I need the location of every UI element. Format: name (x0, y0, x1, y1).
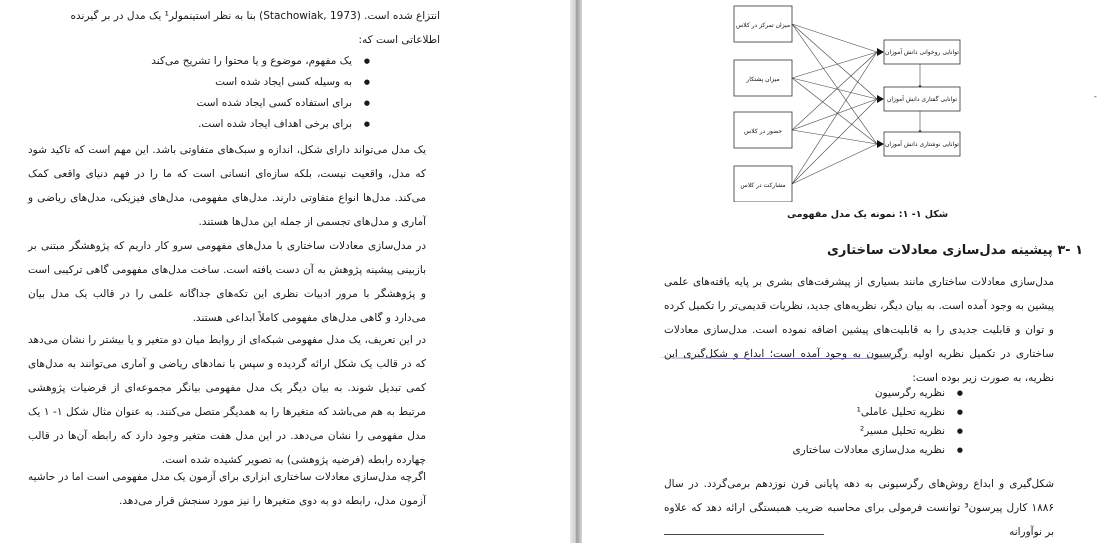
box-label: مشارکت در کلاس (740, 182, 786, 189)
right-bullet-item: ● نظریه تحلیل مسیر² (703, 422, 963, 441)
pen-underline-mark (660, 356, 912, 359)
right-bullet-item: ● نظریه رگرسیون (703, 384, 963, 403)
paragraph-text: در این تعریف، یک مدل مفهومی شبکه‌ای از روابط میان دو متغیر و یا بیشتر را نشان می‌دهد که در قالب یک شکل ارائه گردیده و سپس با نمادهای ریاضی و آماری می‌توانند به مدل‌های کمی تبدیل شوند. به بیان دیگر یک مدل مفهومی بیانگر مجموعه‌ای از فرضیات پژوهشی مرتبط به هم می‌باشد که متغیرها را به همدیگر متصل می‌کنند. به عنوان مثال شکل ۱- ۱ یک مدل مفهومی را نشان می‌دهد. در این مدل هفت متغیر وجود دارد که رابطه آن‌ها در قالب چهارده رابطه (فرضیه پژوهشی) به تصویر کشیده شده است. (28, 334, 426, 466)
right-paragraph-1 (664, 270, 1054, 390)
paragraph-text: شکل‌گیری و ابداع روش‌های رگرسیونی به دهه پایانی قرن نوزدهم برمی‌گردد. در سال ۱۸۸۶ کارل پیرسون³ توانست فرمولی برای محاسبه ضریب همبستگی ارائه دهد که علاوه بر نوآورانه (664, 478, 1054, 538)
conceptual-model-figure (732, 2, 962, 202)
right-bullet-item: ● نظریه مدل‌سازی معادلات ساختاری (703, 441, 963, 460)
paragraph-text: اگرچه مدل‌سازی معادلات ساختاری ابزاری برای آزمون یک مدل مفهومی است اما در حاشیه آزمون مدل، رابطه دو به دوی متغیرها را نیز مورد سنجش قرار می‌دهد. (28, 471, 426, 507)
left-bullet-item: ● برای استفاده کسی ایجاد شده است (70, 93, 370, 114)
figure-caption: شکل ۱- ۱: نمونه یک مدل مفهومی (787, 209, 949, 220)
right-bullet-list (703, 384, 963, 460)
paragraph-text: در مدل‌سازی معادلات ساختاری با مدل‌های مفهومی سرو کار داریم که پژوهشگر مبتنی بر بازبینی پیشینه پژوهش به آن دست یافته است. ساخت مدل‌های مفهومی گاهی ترکیبی است و پژوهشگر با مرور ادبیات نظری این تکه‌های جداگانه علمی را در قالب یک مدل بیان می‌دارد و گاهی مدل‌های مفهومی کاملاً ابداعی هستند. (28, 240, 426, 324)
left-bullet-item: ● برای برخی اهداف ایجاد شده است. (70, 114, 370, 135)
paragraph-text: مدل‌سازی معادلات ساختاری مانند بسیاری از پیشرفت‌های بشری بر پایه یافته‌های علمی پیشین به وجود آمده است. به بیان دیگر، نظریه‌های جدید، نظریات قدیمی‌تر را تکمیل کرده و توان و قابلیت جدیدی را به قابلیت‌های پیشین اضافه نموده است. مدل‌سازی معادلات ساختاری در تکمیل نظریه اولیه رگرسیون به وجود آمده است؛ ابداع و شکل‌گیری این نظریه، به صورت زیر بوده است: (664, 276, 1054, 384)
left-paragraph-3 (28, 328, 426, 472)
paragraph-text: یک مدل می‌تواند دارای شکل، اندازه و سبک‌های متفاوتی باشد. این مهم است که تاکید شود که مدل، واقعیت نیست، بلکه سازه‌ای انسانی است که ما را در فهم دنیای واقعی کمک می‌کند. مدل‌ها انواع متفاوتی دارند. مدل‌های مفهومی، مدل‌های فیزیکی، مدل‌های ریاضی و آماری و مدل‌های تجسمی از جمله این مدل‌ها هستند. (28, 144, 426, 228)
intro-lines (28, 4, 440, 52)
left-paragraph-2 (28, 234, 426, 330)
left-bullet-item: ● به وسیله کسی ایجاد شده است (70, 72, 370, 93)
left-paragraph-4 (28, 465, 426, 513)
arrow-heads (877, 48, 884, 148)
book-gutter (570, 0, 582, 543)
intro-line-1: انتزاع شده است. (Stachowiak, 1973) بنا به نظر استینمولر¹ یک مدل در بر گیرنده (70, 10, 440, 22)
box-label: توانایی گفتاری دانش آموزان (886, 96, 958, 103)
page-side-mark: - (1093, 92, 1097, 102)
intro-line-2: اطلاعاتی است که: (358, 34, 440, 46)
left-bullet-item: ● یک مفهوم، موضوع و یا محتوا را تشریح می‌کند (70, 51, 370, 72)
right-page (582, 0, 1105, 543)
box-label: توانایی روخوانی دانش آموزان (885, 49, 959, 56)
section-title: ۱ -۳ پیشینه مدل‌سازی معادلات ساختاری (827, 243, 1084, 258)
box-label: میزان تمرکز در کلاس (735, 22, 791, 29)
right-bullet-item: ● نظریه تحلیل عاملی¹ (703, 403, 963, 422)
footnote-rule (664, 534, 824, 535)
box-label: حضور در کلاس (743, 128, 783, 135)
box-label: میزان پشتکار (746, 76, 780, 83)
left-bullet-list (70, 51, 370, 135)
box-label: توانایی نوشتاری دانش آموزان (885, 141, 959, 148)
left-paragraph-1 (28, 138, 426, 234)
